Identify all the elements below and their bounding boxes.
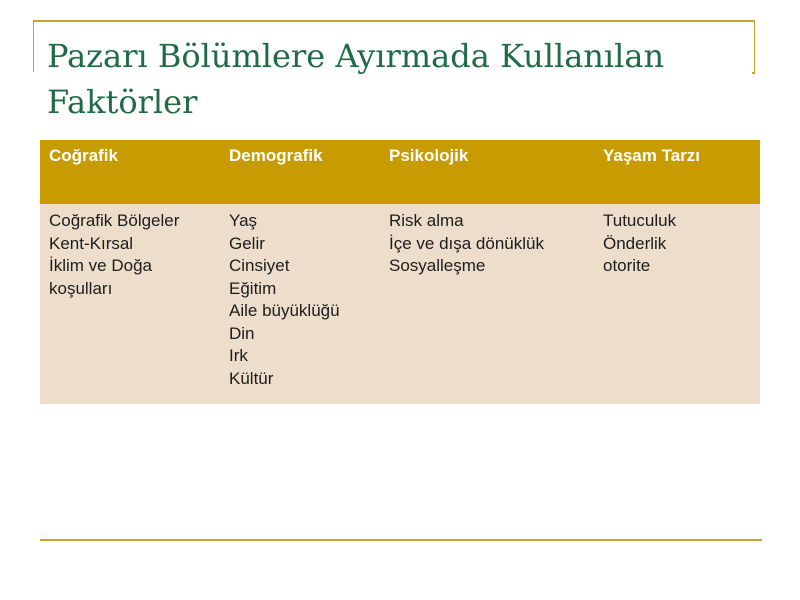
list-item: Aile büyüklüğü (229, 301, 340, 320)
list-item: Kültür (229, 368, 274, 388)
table-header-row (40, 140, 760, 204)
list-item: Tutuculuk (603, 211, 677, 230)
rule-accent-dot (752, 72, 755, 74)
list-item: Cinsiyet (229, 256, 290, 275)
header-psychological: Psikolojik (380, 140, 594, 204)
cell-geographic (40, 204, 220, 404)
bottom-rule (40, 539, 762, 541)
list-item: Risk alma (389, 211, 464, 230)
list-item: Yaş (229, 211, 258, 230)
cell-lifestyle (594, 204, 760, 404)
top-rule (33, 20, 755, 22)
list-item: otorite (603, 256, 651, 275)
header-demographic: Demografik (220, 140, 380, 204)
list-item: Irk (229, 346, 248, 365)
list-item: Sosyalleşme (389, 256, 486, 275)
list-item: Din (229, 323, 255, 343)
list-item: Kent-Kırsal (49, 233, 134, 253)
list-item: İçe ve dışa dönüklük (389, 233, 544, 253)
cell-psychological (380, 204, 594, 404)
table-body-row (40, 204, 760, 404)
slide-title: Pazarı Bölümlere Ayırmada Kullanılan Faktörler (47, 37, 665, 121)
list-item: Coğrafik Bölgeler (49, 211, 180, 230)
list-item: Önderlik (603, 233, 667, 253)
header-geographic: Coğrafik (40, 140, 220, 204)
list-item: Gelir (229, 233, 265, 253)
header-lifestyle: Yaşam Tarzı (594, 140, 760, 204)
left-rule (33, 20, 34, 72)
list-item: Eğitim (229, 278, 277, 298)
cell-demographic (220, 204, 380, 404)
list-item: İklim ve Doğa koşulları (49, 256, 152, 298)
segmentation-factors-table (40, 140, 760, 404)
right-rule (754, 20, 755, 74)
